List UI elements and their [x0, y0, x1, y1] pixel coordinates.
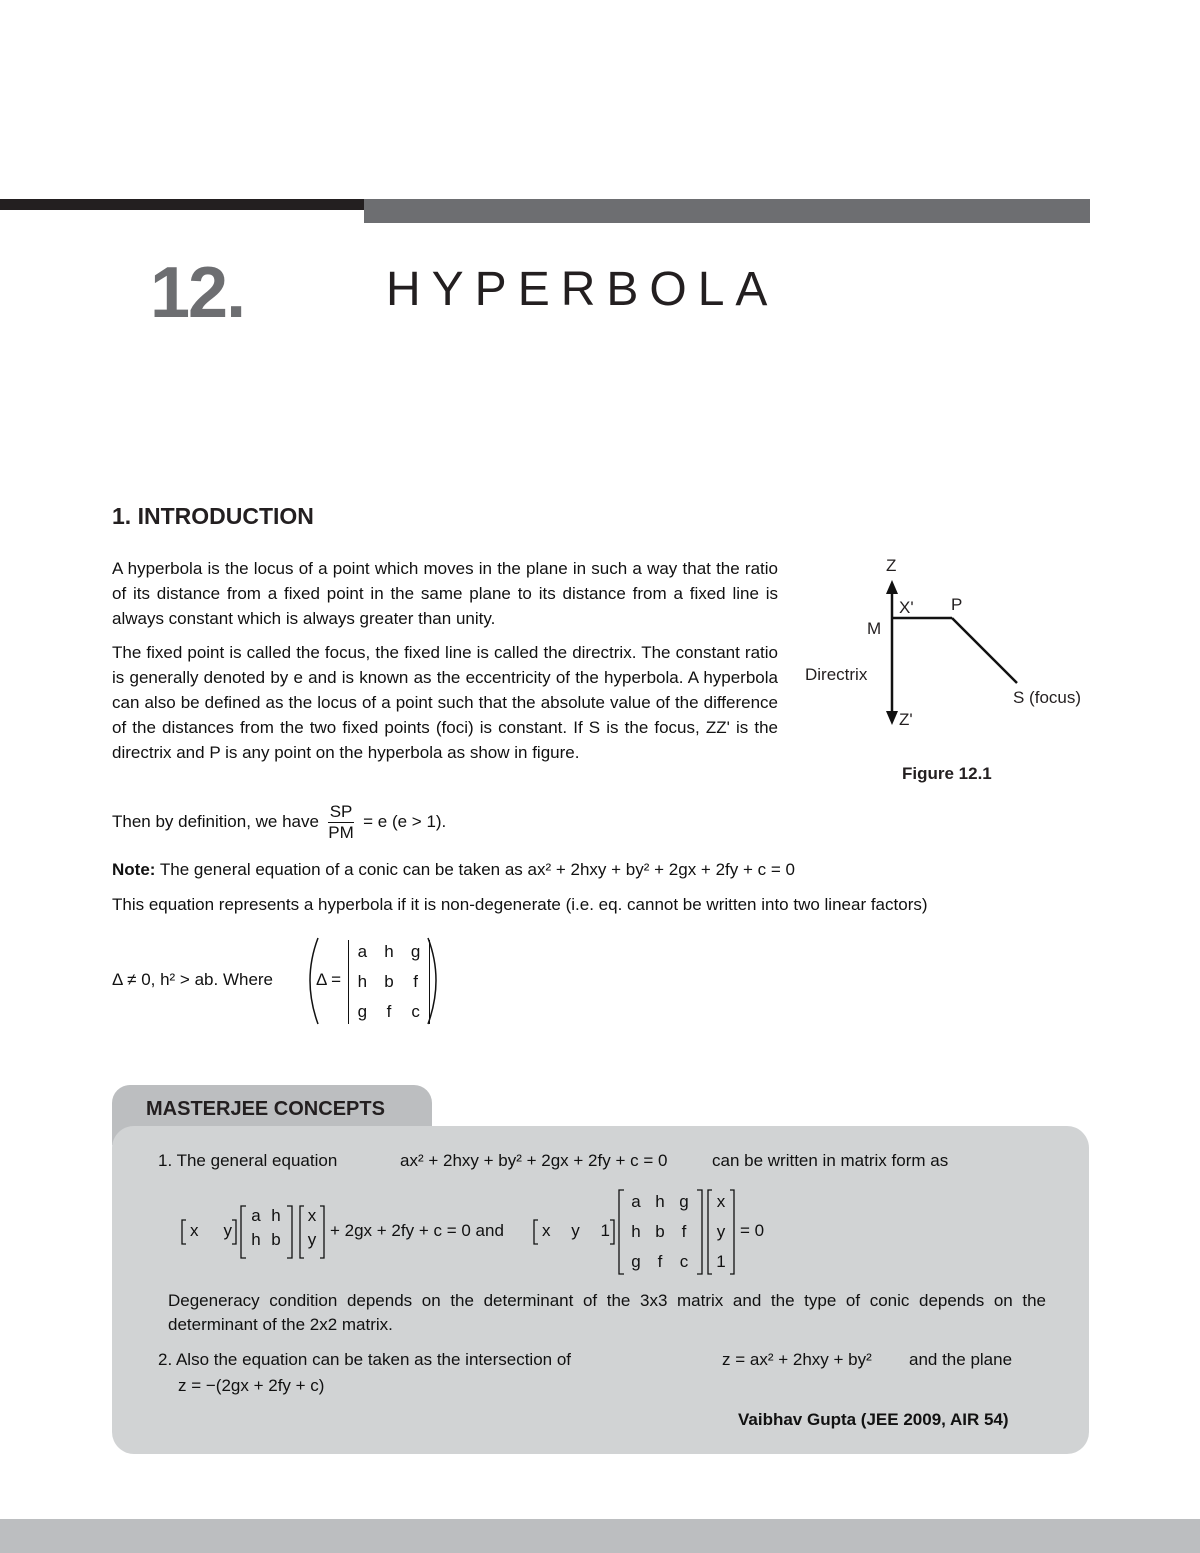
note-label: Note: [112, 860, 156, 879]
matrix-cell: a [251, 1206, 261, 1225]
definition-prefix: Then by definition, we have [112, 811, 319, 831]
header-bar-gray [364, 199, 1090, 223]
matrix-cell: h [384, 942, 394, 961]
item1-equation: ax² + 2hxy + by² + 2gx + 2fy + c = 0 [400, 1151, 668, 1170]
matrix-2x2 [246, 1206, 286, 1250]
matrix-cell: h [631, 1222, 641, 1241]
matrix-cell: h [655, 1192, 665, 1211]
matrix-cell: y [716, 1222, 726, 1241]
item1-suffix: can be written in matrix form as [712, 1151, 949, 1170]
matrix-cell: 1 [716, 1252, 726, 1271]
matrix-cell: a [357, 942, 368, 961]
section-heading: 1. INTRODUCTION [112, 503, 314, 529]
column-vector-2 [304, 1206, 320, 1250]
intro-paragraph-1: A hyperbola is the locus of a point which moves in the plane in such a way that the ratio of its distance from a fixed point in the same plane to its distance from a fixed line is always constant which is always greater than unity. [112, 559, 778, 628]
column-vector-3 [712, 1192, 730, 1272]
delta-eq: Δ = [316, 970, 342, 989]
note-text: The general equation of a conic can be taken as ax² + 2hxy + by² + 2gx + 2fy + c = 0 [159, 860, 795, 879]
matrix-cell: b [384, 972, 394, 991]
label-x-prime: X' [899, 598, 914, 617]
matrix-cell: h [271, 1206, 281, 1225]
matrix-cell: b [655, 1222, 665, 1241]
matrix-cell: f [386, 1002, 392, 1021]
item1-prefix: 1. The general equation [158, 1151, 338, 1170]
definition-suffix: = e (e > 1). [363, 811, 447, 831]
matrix-cell: y [223, 1221, 232, 1240]
header-bar-dark [0, 199, 364, 210]
matrix-cell: x [542, 1221, 551, 1240]
matrix-cell: f [681, 1222, 687, 1241]
matrix-cell: a [631, 1192, 641, 1211]
equation-middle: + 2gx + 2fy + c = 0 and [330, 1221, 504, 1240]
label-z-prime: Z' [899, 710, 913, 729]
equation-end: = 0 [740, 1221, 765, 1240]
matrix-cell: g [631, 1252, 641, 1271]
degeneracy-text: Degeneracy condition depends on the determinant of the 3x3 matrix and the type of conic depends on the determinant of the 2x2 matrix. [168, 1291, 1046, 1334]
row-vector-2 [190, 1221, 232, 1241]
footer-bar [0, 1519, 1200, 1553]
label-directrix: Directrix [805, 665, 868, 684]
matrix-cell: h [251, 1230, 261, 1249]
matrix-cell: h [357, 972, 368, 991]
matrix-cell: c [411, 1002, 420, 1021]
label-m: M [867, 619, 882, 638]
matrix-3x3 [624, 1192, 696, 1272]
arrow-up-icon [886, 580, 898, 594]
item2-equation-2: z = −(2gx + 2fy + c) [178, 1376, 325, 1395]
matrix-cell: 1 [600, 1221, 610, 1240]
matrix-cell: g [679, 1192, 689, 1211]
chapter-title: HYPERBOLA [386, 263, 779, 316]
definition-line [112, 802, 446, 843]
matrix-cell: c [679, 1252, 689, 1271]
matrix-cell: x [190, 1221, 199, 1240]
sp-pm-fraction [328, 802, 355, 843]
delta-condition: Δ ≠ 0, h² > ab. Where [112, 970, 274, 989]
label-s-focus: S (focus) [1013, 688, 1082, 707]
nondegenerate-line: This equation represents a hyperbola if it is non-degenerate (i.e. eq. cannot be written into two linear factors) [112, 895, 928, 914]
intro-paragraph-2: The fixed point is called the focus, the fixed line is called the directrix. The constant ratio is generally denoted by e and is known as the eccentricity of the hyperbola. A hyperbola can also be defined as the locus of a point such that the absolute value of the difference of the distances from the two fixed points (foci) is constant. If S is the focus, ZZ' is the directrix and P is any point on the hyperbola as show in figure. [112, 643, 778, 762]
arrow-down-icon [886, 711, 898, 725]
delta-determinant [348, 940, 430, 1024]
matrix-cell: x [716, 1192, 726, 1211]
matrix-cell: b [271, 1230, 281, 1249]
matrix-cell: y [307, 1230, 317, 1249]
item2-mid: and the plane [909, 1350, 1013, 1369]
row-vector-3 [542, 1221, 610, 1241]
figure-caption: Figure 12.1 [902, 764, 992, 783]
chapter-number: 12. [150, 253, 245, 333]
matrix-cell: f [413, 972, 419, 991]
item2-equation-1: z = ax² + 2hxy + by² [722, 1350, 872, 1369]
masterjee-title: MASTERJEE CONCEPTS [146, 1098, 385, 1120]
matrix-cell: f [657, 1252, 663, 1271]
matrix-cell: y [571, 1221, 580, 1240]
matrix-cell: x [307, 1206, 317, 1225]
item2-prefix: 2. Also the equation can be taken as the intersection of [158, 1350, 572, 1369]
note-line [112, 860, 795, 880]
fraction-denominator: PM [328, 823, 354, 842]
matrix-cell: g [410, 942, 421, 961]
matrix-cell: g [357, 1002, 368, 1021]
attribution: Vaibhav Gupta (JEE 2009, AIR 54) [738, 1410, 1009, 1429]
label-z: Z [886, 556, 897, 575]
label-p: P [951, 595, 963, 614]
fraction-numerator: SP [329, 802, 353, 821]
ps-line [952, 618, 1017, 683]
